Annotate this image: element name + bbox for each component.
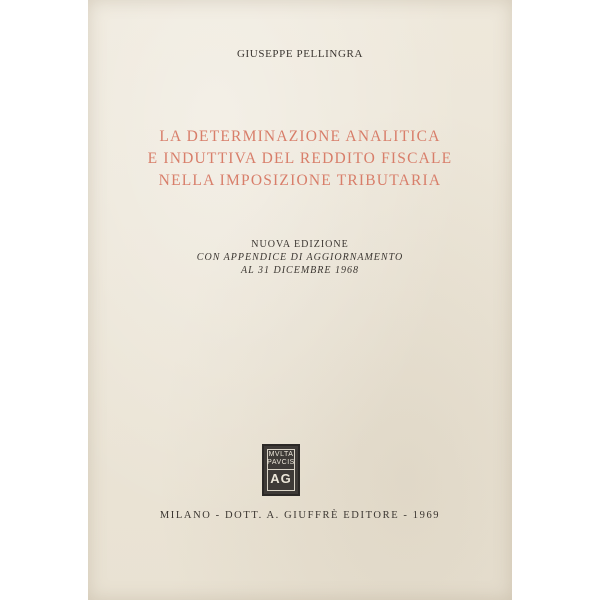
logo-divider: [268, 469, 294, 470]
appendix-line-1: CON APPENDICE DI AGGIORNAMENTO: [196, 252, 404, 263]
logo-monogram: AG: [270, 471, 292, 486]
book-cover: [88, 0, 512, 600]
publisher-imprint: MILANO - DOTT. A. GIUFFRÈ EDITORE - 1969: [159, 510, 441, 521]
author-name: GIUSEPPE PELLINGRA: [237, 48, 363, 60]
edition-label: NUOVA EDIZIONE: [251, 239, 349, 250]
appendix-line-2: AL 31 DICEMBRE 1968: [241, 265, 359, 276]
book-title: [88, 126, 512, 192]
title-line-3: NELLA IMPOSIZIONE TRIBUTARIA: [158, 172, 442, 189]
logo-text-line-1: MVLTA: [268, 451, 294, 458]
title-line-1: LA DETERMINAZIONE ANALITICA: [159, 128, 441, 145]
edition-block: [88, 238, 512, 277]
publisher-logo: [262, 444, 300, 496]
logo-text-line-2: PAVCIS: [267, 459, 295, 466]
title-line-2: E INDUTTIVA DEL REDDITO FISCALE: [147, 150, 453, 167]
